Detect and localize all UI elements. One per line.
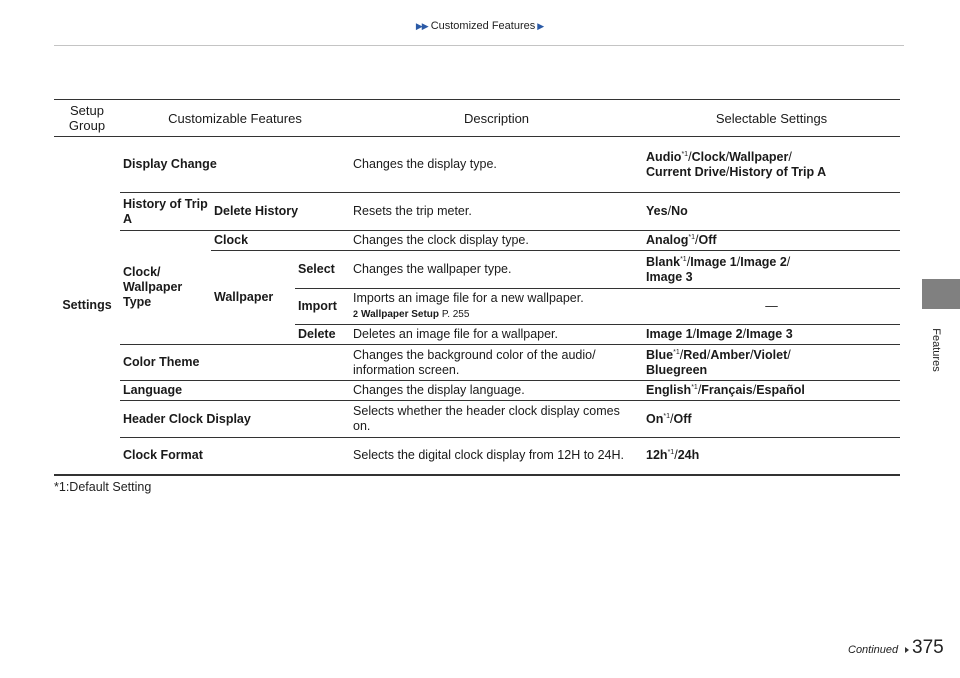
description-cell: Changes the display language.: [350, 381, 643, 401]
settings-cell: —: [643, 289, 900, 325]
settings-cell: Yes/No: [643, 193, 900, 231]
feature-cell: Color Theme: [120, 345, 350, 381]
description-cell: Resets the trip meter.: [350, 193, 643, 231]
settings-cell: Analog$^{*1}$/Off: [643, 231, 900, 251]
feature-cell: Clock Format: [120, 438, 350, 475]
settings-cell: Audio$^{*1}$/Clock/Wallpaper/ Current Drive/History of Trip A: [643, 137, 900, 193]
page-number: 375: [912, 637, 944, 658]
subfeature-cell: Wallpaper: [211, 251, 295, 345]
arrow-icon: ▶: [537, 21, 545, 31]
table-row: [54, 438, 900, 475]
settings-cell: On$^{*1}$/Off: [643, 401, 900, 438]
subfeature2-cell: Select: [295, 251, 350, 289]
col-header-description: Description: [350, 100, 643, 137]
settings-cell: English$^{*1}$/Français/Español: [643, 381, 900, 401]
description-cell: Changes the display type.: [350, 137, 643, 193]
double-arrow-icon: ▶▶: [415, 21, 428, 31]
subfeature2-cell: Delete: [295, 325, 350, 345]
breadcrumb-label: Customized Features: [430, 20, 536, 32]
table-row: [54, 401, 900, 438]
table-row: [54, 193, 900, 231]
settings-cell: Blank$^{*1}$/Image 1/Image 2/ Image 3: [643, 251, 900, 289]
col-header-settings: Selectable Settings: [643, 100, 900, 137]
subfeature-cell: Clock: [211, 231, 350, 251]
subfeature2-cell: Import: [295, 289, 350, 325]
description-cell: Changes the clock display type.: [350, 231, 643, 251]
feature-cell: History of Trip A: [120, 193, 211, 231]
table-row: [54, 345, 900, 381]
feature-cell: Clock/ Wallpaper Type: [120, 231, 211, 345]
header-divider: [54, 45, 904, 46]
settings-cell: Image 1/Image 2/Image 3: [643, 325, 900, 345]
reference-arrow-icon: 2: [353, 309, 359, 319]
table-row: [54, 137, 900, 193]
group-cell: Settings: [54, 137, 120, 475]
settings-table-container: [54, 99, 900, 476]
description-cell: Selects whether the header clock display comes on.: [350, 401, 643, 438]
section-tab: [922, 279, 960, 309]
continued-arrow-icon: [905, 647, 909, 653]
subfeature-cell: Delete History: [211, 193, 350, 231]
description-cell: Changes the background color of the audio/ information screen.: [350, 345, 643, 381]
table-header-row: [54, 100, 900, 137]
settings-cell: $12h^{*1}/24h$: [643, 438, 900, 475]
table-row: [54, 231, 900, 251]
settings-table: [54, 99, 900, 476]
description-cell: Selects the digital clock display from 12H to 24H.: [350, 438, 643, 475]
cross-reference[interactable]: 2 Wallpaper Setup P. 255: [353, 309, 470, 320]
footnote: *1:Default Setting: [54, 480, 152, 494]
feature-cell: Language: [120, 381, 350, 401]
settings-cell: Blue$^{*1}$/Red/Amber/Violet/ Bluegreen: [643, 345, 900, 381]
table-row: [54, 381, 900, 401]
feature-cell: Display Change: [120, 137, 350, 193]
breadcrumb: [0, 20, 960, 32]
section-label: Features: [930, 328, 942, 372]
description-cell: Changes the wallpaper type.: [350, 251, 643, 289]
description-cell: Imports an image file for a new wallpaper. 2 Wallpaper Setup P. 255: [350, 289, 643, 325]
col-header-features: Customizable Features: [120, 100, 350, 137]
continued-label: Continued: [848, 644, 899, 656]
col-header-group: Setup Group: [54, 100, 120, 137]
feature-cell: Header Clock Display: [120, 401, 350, 438]
description-cell: Deletes an image file for a wallpaper.: [350, 325, 643, 345]
